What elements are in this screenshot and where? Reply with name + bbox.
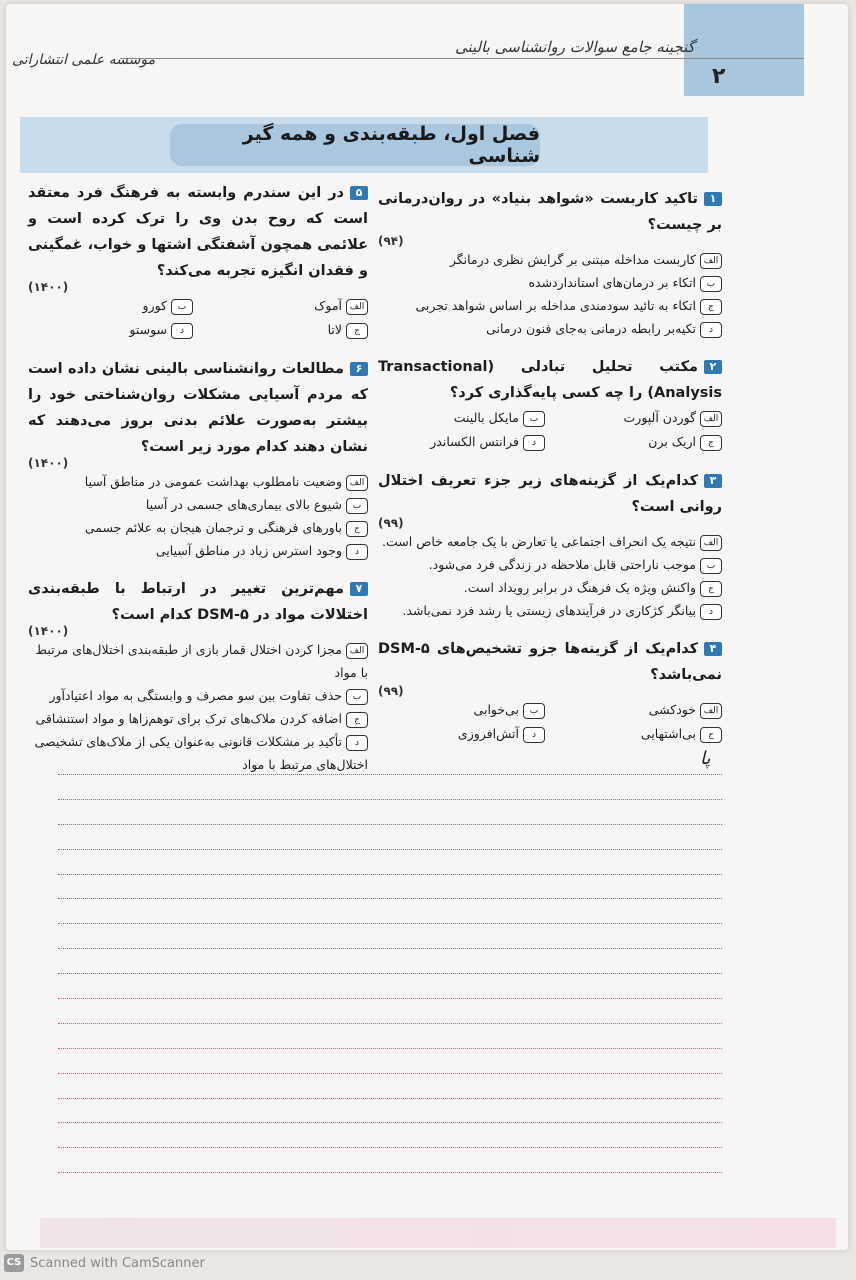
questions-right-column xyxy=(378,186,722,760)
exam-year: (۱۴۰۰) xyxy=(28,456,69,470)
option: جاضافه کردن ملاک‌های ترک برای توهم‌زاها و مواد استنشاقی xyxy=(28,707,368,730)
question-text: مکتب تحلیل تبادلی (Transactional Analysis) را چه کسی پایه‌گذاری کرد؟ xyxy=(378,359,722,401)
scanner-watermark xyxy=(4,1254,205,1272)
option: الفمجزا کردن اختلال قمار بازی از طبقه‌بندی اختلال‌های مرتبط با مواد xyxy=(35,642,368,680)
option: دتکیه‌بر رابطه درمانی به‌جای فنون درمانی xyxy=(378,317,722,340)
exam-year: (۹۹) xyxy=(378,516,404,530)
option: دفرانتس الکساندر xyxy=(378,430,545,454)
option: جواکنش ویژه یک فرهنگ در برابر رویداد است. xyxy=(378,576,722,599)
option: الفخودکشی xyxy=(555,698,722,722)
option: دسوستو xyxy=(28,318,193,342)
option: جاریک برن xyxy=(555,430,722,454)
option: جبی‌اشتهایی xyxy=(555,722,722,746)
corner-color-band xyxy=(684,4,804,96)
option: بحذف تفاوت بین سو مصرف و وابستگی به مواد اعتیادآور xyxy=(28,684,368,707)
question-6 xyxy=(28,356,368,562)
question-text: مطالعات روانشناسی بالینی نشان داده است که مردم آسیایی مشکلات روان‌شناختی خود را بیشتر به‌صورت علائم بدنی بروز می‌دهند که نشان دهند کدام مورد زیر است؟ xyxy=(28,361,368,455)
scanner-text: Scanned with CamScanner xyxy=(30,1255,205,1271)
option: ببی‌خوابی xyxy=(378,698,545,722)
question-text: کدام‌یک از گزینه‌های زیر جزء تعریف اختلال روانی است؟ xyxy=(378,473,722,515)
handwritten-mark: پا xyxy=(700,748,711,769)
option: الفگوردن آلپورت xyxy=(555,406,722,430)
question-text: تاکید کاربست «شواهد بنیاد» در روان‌درمانی بر چیست؟ xyxy=(378,191,722,233)
header-rule xyxy=(120,58,804,59)
book-title: گنجینه جامع سوالات روانشناسی بالینی xyxy=(455,38,695,56)
option: بکورو xyxy=(28,294,193,318)
question-4 xyxy=(378,636,722,746)
question-number: ۴ xyxy=(704,642,722,656)
option: جلاتا xyxy=(203,318,368,342)
option: بموجب ناراحتی قابل ملاحظه در زندگی فرد می‌شود. xyxy=(378,553,722,576)
exam-year: (۹۴) xyxy=(378,234,404,248)
question-7 xyxy=(28,576,368,776)
question-number: ۷ xyxy=(350,582,368,596)
page-number: ۲ xyxy=(712,64,726,89)
option: الفوضعیت نامطلوب بهداشت عمومی در مناطق آسیا xyxy=(28,470,368,493)
question-2 xyxy=(378,354,722,454)
answer-lines xyxy=(58,774,722,1197)
option: دبیانگر کژکاری در فرآیندهای زیستی یا رشد فرد نمی‌باشد. xyxy=(378,599,722,622)
option: دوجود استرس زیاد در مناطق آسیایی xyxy=(28,539,368,562)
option: دآتش‌افروزی xyxy=(378,722,545,746)
question-number: ۲ xyxy=(704,360,722,374)
option: الفآموک xyxy=(203,294,368,318)
question-number: ۳ xyxy=(704,474,722,488)
question-3 xyxy=(378,468,722,622)
question-1 xyxy=(378,186,722,340)
question-number: ۵ xyxy=(350,186,368,200)
option: بشیوع بالای بیماری‌های جسمی در آسیا xyxy=(28,493,368,516)
question-number: ۱ xyxy=(704,192,722,206)
exam-year: (۹۹) xyxy=(378,684,404,698)
chapter-title: فصل اول، طبقه‌بندی و همه گیر شناسی xyxy=(170,124,540,166)
option: الفنتیجه یک انحراف اجتماعی یا تعارض با یک جامعه خاص است. xyxy=(378,530,722,553)
question-text: در این سندرم وابسته به فرهنگ فرد معتقد است که روح بدن وی را ترک کرده است و علائمی همچون آشفتگی اشتها و خواب، غمگینی و فقدان انگیزه تجربه می‌کند؟ xyxy=(28,185,368,279)
option: باتکاء بر درمان‌های استانداردشده xyxy=(378,271,722,294)
option: دتأکید بر مشکلات قانونی به‌عنوان یکی از ملاک‌های تشخیصی اختلال‌های مرتبط با مواد xyxy=(34,734,368,772)
question-text: کدام‌یک از گزینه‌ها جزو تشخیص‌های DSM-۵ نمی‌باشد؟ xyxy=(378,641,722,683)
option: الفکاربست مداخله مبتنی بر گرایش نظری درمانگر xyxy=(378,248,722,271)
question-number: ۶ xyxy=(350,362,368,376)
option: جاتکاء به تائید سودمندی مداخله بر اساس شواهد تجربی xyxy=(378,294,722,317)
footer-band xyxy=(40,1218,836,1248)
exam-year: (۱۴۰۰) xyxy=(28,624,69,638)
publisher-name: موسسه علمی انتشاراتی xyxy=(12,52,156,68)
option: بمایکل بالینت xyxy=(378,406,545,430)
question-text: مهم‌ترین تغییر در ارتباط با طبقه‌بندی اختلالات مواد در DSM-۵ کدام است؟ xyxy=(28,581,368,623)
questions-left-column xyxy=(28,180,368,790)
question-5 xyxy=(28,180,368,342)
camscanner-logo-icon: CS xyxy=(4,1254,24,1272)
option: جباورهای فرهنگی و ترجمان هیجان به علائم جسمی xyxy=(28,516,368,539)
exam-year: (۱۴۰۰) xyxy=(28,280,69,294)
